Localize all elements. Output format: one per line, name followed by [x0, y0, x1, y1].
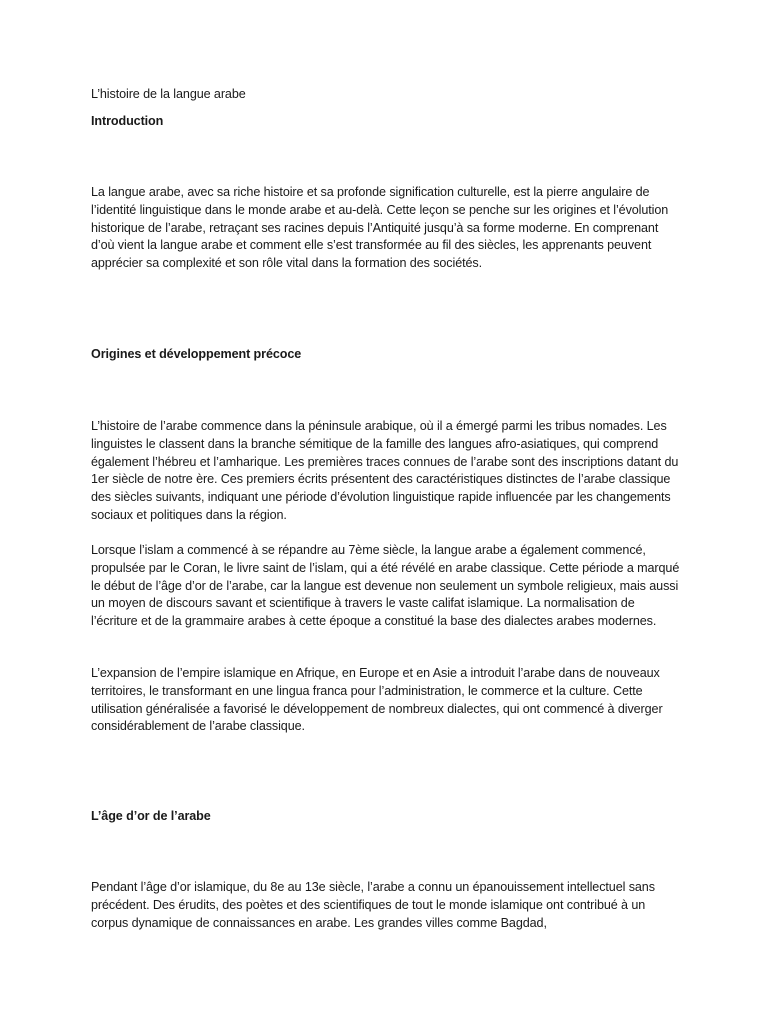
paragraph-introduction: La langue arabe, avec sa riche histoire et sa profonde signification culturelle, est la pierre angulaire de l’identité linguistique dans le monde arabe et au-delà. Cette leçon se penche sur les origines et l’évolution historique de l’arabe, retraçant ses racines depuis l’Antiquité jusqu’à sa forme moderne. En comprenant d’où vient la langue arabe et comment elle s’est transformée au fil des siècles, les apprenants peuvent apprécier sa complexité et son rôle vital dans la formation des sociétés. — [91, 185, 669, 271]
paragraph-origins-2: Lorsque l’islam a commencé à se répandre au 7ème siècle, la langue arabe a également commencé, propulsée par le Coran, le livre saint de l’islam, qui a été révélé en arabe classique. Cette période a marqué le début de l’âge d’or de l’arabe, car la langue est devenue non seulement un symbole religieux, mais aussi un moyen de discours savant et scientifique à travers le vaste califat islamique. La normalisation de l’écriture et de la grammaire arabes à cette époque a constitué la base des dialectes arabes modernes. — [91, 543, 680, 629]
section-heading-origins: Origines et développement précoce — [91, 347, 302, 361]
paragraph-origins-3: L’expansion de l’empire islamique en Afrique, en Europe et en Asie a introduit l’arabe dans de nouveaux territoires, le transformant en une lingua franca pour l’administration, le commerce et la culture. Cette utilisation généralisée a favorisé le développement de nombreux dialectes, qui ont commencé à diverger considérablement de l’arabe classique. — [91, 666, 663, 734]
section-heading-golden-age: L’âge d’or de l’arabe — [91, 809, 211, 823]
paragraph-golden-age-1: Pendant l’âge d’or islamique, du 8e au 13e siècle, l’arabe a connu un épanouissement intellectuel sans précédent. Des érudits, des poètes et des scientifiques de tout le monde islamique ont contribué à un corpus dynamique de connaissances en arabe. Les grandes villes comme Bagdad, — [91, 880, 655, 930]
paragraph-origins-1: L’histoire de l’arabe commence dans la péninsule arabique, où il a émergé parmi les tribus nomades. Les linguistes le classent dans la branche sémitique de la famille des langues afro-asiatiques, qui comprend également l’hébreu et l’amharique. Les premières traces connues de l’arabe sont des inscriptions datant du 1er siècle de notre ère. Ces premiers écrits présentent des caractéristiques distinctes de l’arabe classique des siècles suivants, indiquant une période d’évolution linguistique rapide influencée par les changements sociaux et politiques dans la région. — [91, 419, 679, 522]
document-title: L’histoire de la langue arabe — [91, 87, 246, 101]
section-heading-introduction: Introduction — [91, 114, 164, 128]
